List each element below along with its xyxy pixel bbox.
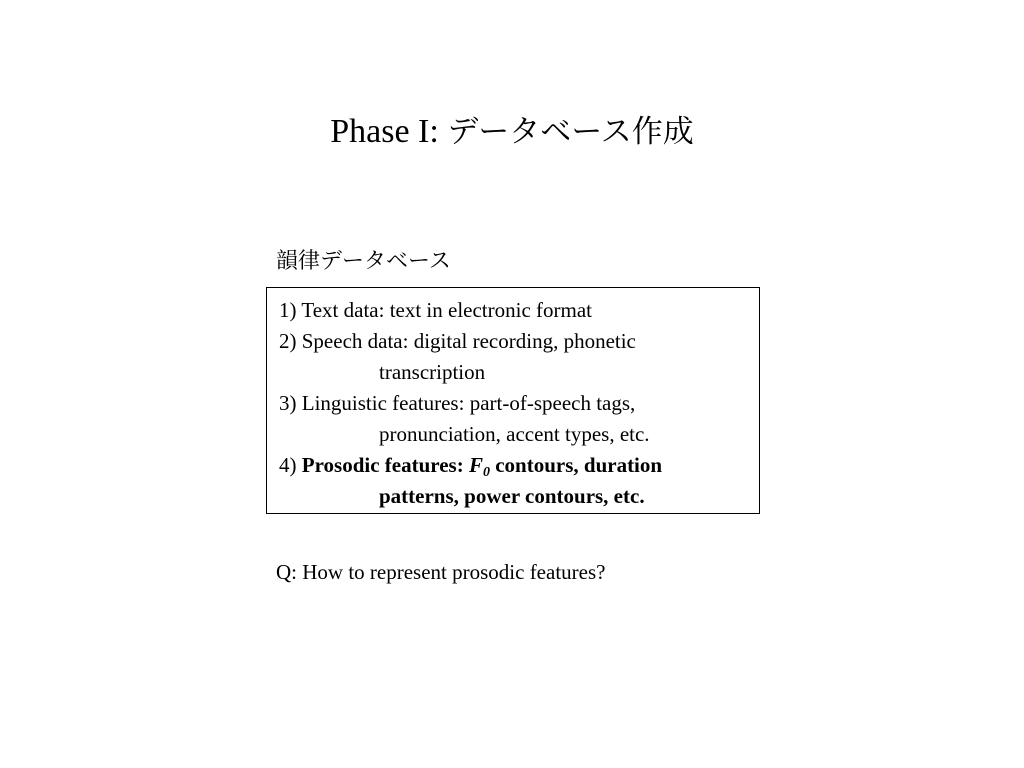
feature-item-speech-data-line2: transcription <box>379 360 486 384</box>
feature-item-prosodic-line2: patterns, power contours, etc. <box>379 484 645 508</box>
feature-item-text-data-line1: 1) Text data: text in electronic format <box>279 298 593 322</box>
feature-item-linguistic-features-line2: pronunciation, accent types, etc. <box>379 422 650 446</box>
feature-item-prosodic-features <box>279 450 759 481</box>
feature-item-speech-data-continuation <box>279 357 759 388</box>
feature-item-linguistic-features-line1: 3) Linguistic features: part-of-speech tags, <box>279 391 636 415</box>
feature-item-linguistic-features <box>279 388 759 419</box>
slide-title <box>0 108 1024 156</box>
section-heading: 韻律データベース <box>276 249 451 274</box>
feature-list-box <box>266 287 760 514</box>
feature-item-prosodic-rest: contours, duration <box>489 453 663 477</box>
feature-item-linguistic-features-continuation <box>279 419 759 450</box>
f-zero-symbol: F <box>468 453 483 477</box>
feature-item-prosodic-features-continuation <box>279 481 759 512</box>
feature-item-speech-data <box>279 326 759 357</box>
feature-item-text-data <box>279 295 759 326</box>
f-zero-subscript: 0 <box>482 465 490 480</box>
slide-title-japanese: データベース作成 <box>447 114 694 150</box>
slide-title-latin: Phase I: <box>330 113 448 150</box>
feature-item-prosodic-number: 4) <box>279 453 302 477</box>
feature-item-speech-data-line1: 2) Speech data: digital recording, phonetic <box>279 329 636 353</box>
feature-item-prosodic-label: Prosodic features: <box>301 453 469 477</box>
question-text: Q: How to represent prosodic features? <box>276 560 606 584</box>
